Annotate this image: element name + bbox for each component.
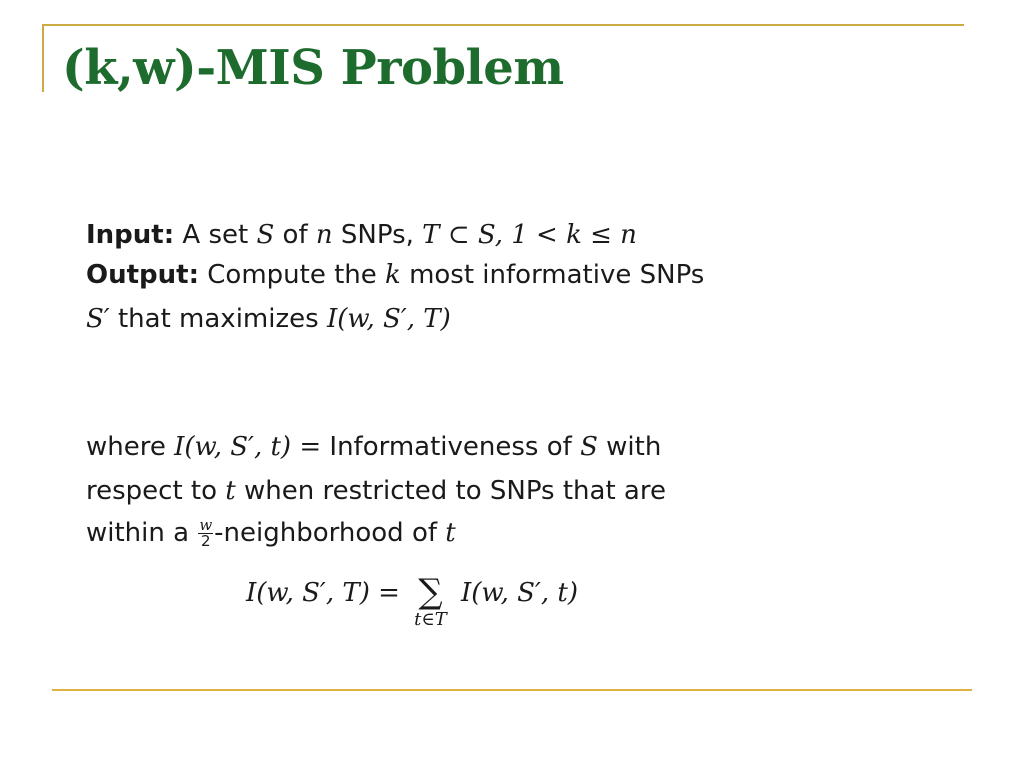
where-var-s: S — [580, 432, 598, 462]
slide-title: (k,w)-MIS Problem — [62, 40, 564, 96]
fraction-denominator: 2 — [200, 532, 211, 550]
where-line — [86, 430, 661, 464]
input-math: T ⊂ S, 1 < k ≤ n — [422, 220, 637, 250]
respect-line — [86, 474, 666, 508]
summation — [414, 574, 447, 630]
output-text-1: Compute the — [207, 260, 377, 290]
sum-subscript: t∈T — [414, 609, 447, 630]
frame-left-rule — [42, 24, 44, 92]
bottom-rule — [52, 689, 972, 691]
input-text-1: A set — [182, 220, 249, 250]
within-text-1: within a — [86, 518, 190, 548]
respect-text-2: when restricted to SNPs that are — [244, 476, 666, 506]
output-text-2: most informative SNPs — [409, 260, 705, 290]
where-text-3: with — [606, 432, 662, 462]
where-text: where — [86, 432, 166, 462]
output-text-3: that maximizes — [117, 304, 319, 334]
output-line — [86, 258, 704, 292]
input-line — [86, 218, 637, 252]
fraction-numerator: w — [199, 516, 213, 534]
within-text-2: -neighborhood of — [214, 518, 437, 548]
within-var-t: t — [445, 518, 456, 548]
output-line-2 — [86, 302, 451, 336]
where-text-2: Informativeness of — [329, 432, 572, 462]
input-text-2: of — [282, 220, 308, 250]
output-math: I(w, S′, T) — [326, 304, 451, 334]
input-var-s: S — [256, 220, 275, 250]
output-label: Output: — [86, 260, 199, 290]
input-text-3: SNPs, — [340, 220, 414, 250]
where-eq: = — [299, 432, 322, 462]
input-var-n: n — [315, 220, 333, 250]
respect-var-t: t — [225, 476, 236, 506]
formula-rhs: I(w, S′, t) — [461, 578, 578, 608]
sum-formula — [246, 572, 578, 634]
w-over-2-fraction — [198, 518, 213, 549]
within-line — [86, 516, 456, 550]
frame-top-rule — [42, 24, 964, 26]
respect-text-1: respect to — [86, 476, 218, 506]
input-label: Input: — [86, 220, 175, 250]
formula-lhs: I(w, S′, T) = — [246, 578, 400, 608]
where-math: I(w, S′, t) — [174, 432, 292, 462]
output-var-k: k — [385, 260, 401, 290]
output-var-sprime: S′ — [86, 304, 110, 334]
sum-symbol: ∑ — [418, 572, 443, 612]
